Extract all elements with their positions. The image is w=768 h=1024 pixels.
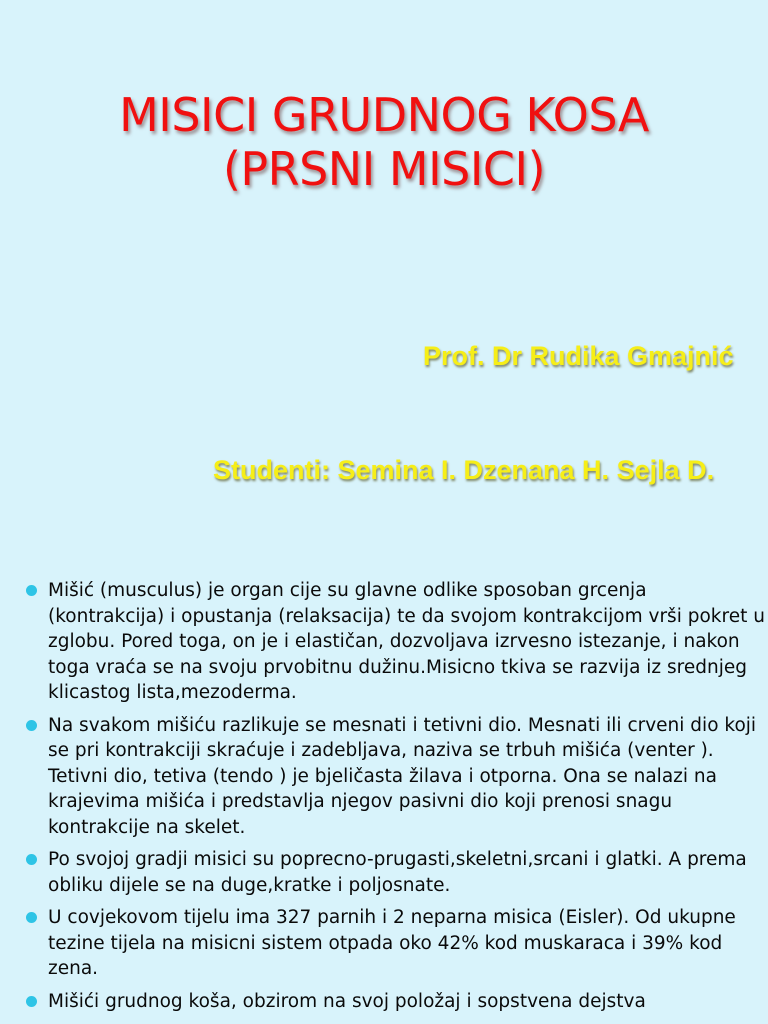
title-line-1: MISICI GRUDNOG KOSA <box>119 88 649 142</box>
title-line-2: (PRSNI MISICI) <box>222 142 546 196</box>
bullet-dot-icon <box>26 912 37 923</box>
bullet-dot-icon <box>26 720 37 731</box>
bullet-text: Mišić (musculus) je organ cije su glavne odlike sposoban grcenja (kontrakcija) i opustanja (relaksacija) te da svojom kontrakcijom vrši pokret u zglobu. Pored toga, on je i elastičan, dozvoljava izrvesno istezanje, i nakon toga vraća se na svoju prvobitnu dužinu.Misicno tkiva se razvija iz srednjeg klicastog lista,mezoderma. <box>48 580 765 703</box>
bullet-text: Mišići grudnog koša, obzirom na svoj položaj i sopstvena dejstva <box>48 990 646 1012</box>
bullet-list <box>26 578 766 1021</box>
bullet-text: Na svakom mišiću razlikuje se mesnati i tetivni dio. Mesnati ili crveni dio koji se pri kontrakciji skraćuje i zadebljava, naziva se trbuh mišića (venter ). Tetivni dio, tetiva (tendo ) je bjeličasta žilava i otporna. Ona se nalazi na krajevima mišića i predstavlja njegov pasivni dio koji prenosi snagu kontrakcije na skelet. <box>48 714 757 838</box>
bullet-text: U covjekovom tijelu ima 327 parnih i 2 neparna misica (Eisler). Od ukupne tezine tijela na misicni sistem otpada oko 42% kod muskaraca i 39% kod zena. <box>48 907 736 979</box>
bullet-dot-icon <box>26 585 37 596</box>
bullet-text: Po svojoj gradji misici su poprecno-prugasti,skeletni,srcani i glatki. A prema obliku dijele se na duge,kratke i poljosnate. <box>48 849 747 896</box>
slide-title <box>0 88 768 196</box>
bullet-item <box>26 847 766 898</box>
bullet-dot-icon <box>26 996 37 1007</box>
bullet-item <box>26 989 766 1015</box>
bullet-item <box>26 905 766 982</box>
author-name: Prof. Dr Rudika Gmajnić <box>423 341 734 371</box>
students-names: Studenti: Semina I. Dzenana H. Sejla D. <box>213 455 715 485</box>
bullet-item <box>26 713 766 841</box>
bullet-item <box>26 578 766 706</box>
bullet-dot-icon <box>26 854 37 865</box>
